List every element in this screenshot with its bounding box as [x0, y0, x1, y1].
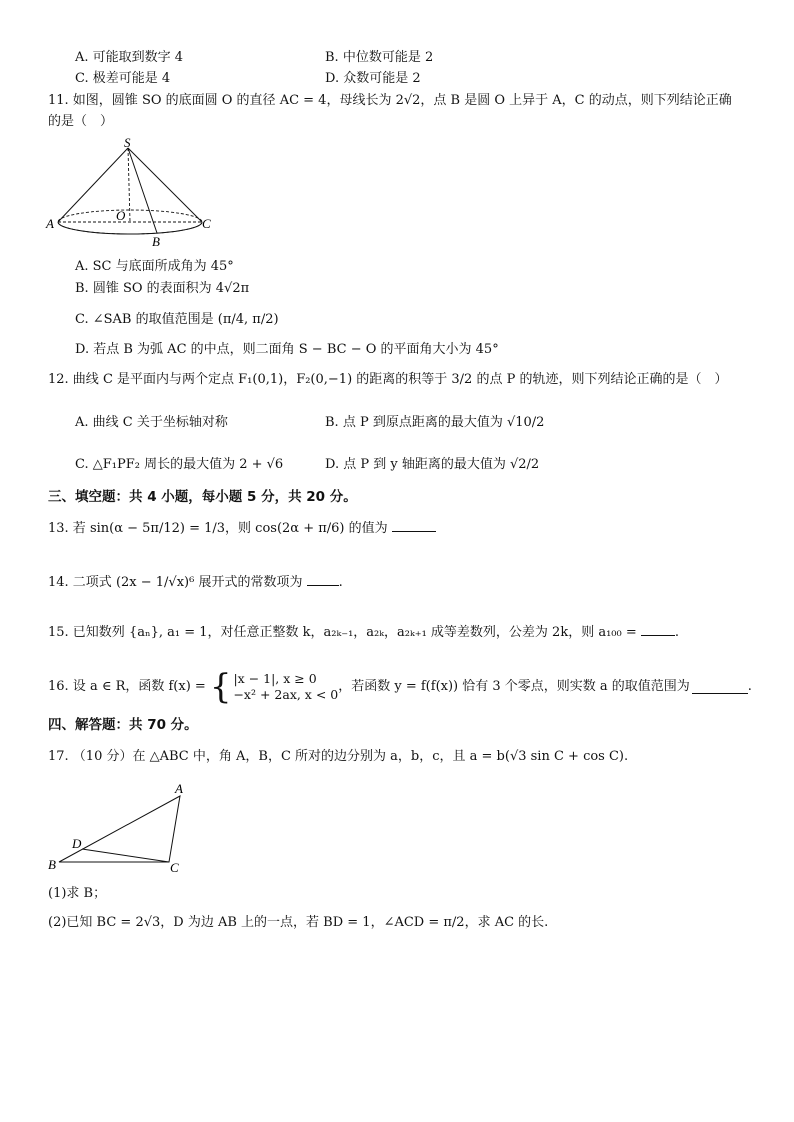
cone-generatrix-sb	[128, 148, 157, 233]
label-b: B	[152, 234, 160, 249]
q12-option-b: B. 点 P 到原点距离的最大值为 √10/2	[325, 415, 545, 430]
label-o: O	[116, 208, 126, 223]
cone-base-front-arc	[58, 222, 202, 234]
cone-height-so	[128, 148, 130, 222]
label-s: S	[124, 136, 131, 150]
q11-stem-line1: 11. 如图，圆锥 SO 的底面圆 O 的直径 AC = 4，母线长为 2√2，点 B 是圆 O 上异于 A，C 的动点，则下列结论正确	[48, 93, 732, 108]
q10-option-d: D. 众数可能是 2	[325, 71, 421, 86]
q14-text: 14. 二项式 (2x − 1/√x)⁶ 展开式的常数项为 .	[48, 575, 343, 590]
q17-triangle-figure	[44, 778, 194, 876]
q16-answer-blank[interactable]	[692, 681, 748, 694]
label-c: C	[202, 216, 211, 231]
q15-stem: 15. 已知数列 {aₙ}, a₁ = 1，对任意正整数 k，a₂ₖ₋₁，a₂ₖ，a₂ₖ₊₁ 成等差数列，公差为 2k，则 a₁₀₀ =	[48, 625, 637, 640]
q13-answer-blank[interactable]	[392, 519, 436, 532]
label-c: C	[170, 860, 179, 875]
label-a: A	[175, 781, 183, 796]
q13-text	[48, 519, 436, 538]
q11-option-a: A. SC 与底面所成角为 45°	[75, 259, 234, 274]
q16-piecewise-brace: {	[209, 667, 232, 707]
q17-stem: 17. （10 分）在 △ABC 中，角 A，B，C 所对的边分别为 a，b，c，且 a = b(√3 sin C + cos C).	[48, 749, 629, 764]
q11-option-b: B. 圆锥 SO 的表面积为 4√2π	[75, 281, 250, 296]
q11-option-c: C. ∠SAB 的取值范围是 (π/4, π/2)	[75, 312, 279, 327]
triangle-abc	[59, 796, 180, 862]
label-b: B	[48, 857, 56, 872]
q16-piecewise-cases	[233, 671, 338, 703]
q14-stem: 14. 二项式 (2x − 1/√x)⁶ 展开式的常数项为	[48, 575, 303, 590]
q13-stem: 13. 若 sin(α − 5π/12) = 1/3，则 cos(2α + π/6) 的值为	[48, 521, 388, 536]
q16-prefix: 16. 设 a ∈ R，函数 f(x) =	[48, 679, 206, 694]
q16-suffix: ，若函数 y = f(f(x)) 恰有 3 个零点，则实数 a 的取值范围为	[338, 679, 690, 694]
section4-title: 四、解答题：共 70 分。	[48, 717, 198, 733]
q12-option-a: A. 曲线 C 关于坐标轴对称	[75, 415, 228, 430]
segment-dc	[82, 849, 169, 862]
q10-option-b: B. 中位数可能是 2	[325, 50, 434, 65]
q10-option-c: C. 极差可能是 4	[75, 71, 171, 86]
q11-cone-figure	[44, 136, 224, 250]
q16-text: 16. 设 a ∈ R，函数 f(x) = { |x − 1|, x ≥ 0 −x² + 2ax, x < 0 ，若函数 y = f(f(x)) 恰有 3 个零点，则实数 a 的取值范围为 .	[48, 667, 752, 707]
q15-text: 15. 已知数列 {aₙ}, a₁ = 1，对任意正整数 k，a₂ₖ₋₁，a₂ₖ，a₂ₖ₊₁ 成等差数列，公差为 2k，则 a₁₀₀ = .	[48, 625, 680, 640]
q11-option-d: D. 若点 B 为弧 AC 的中点，则二面角 S − BC − O 的平面角大小为 45°	[75, 342, 499, 357]
q17-part1: (1)求 B；	[48, 886, 107, 901]
label-a: A	[46, 216, 54, 231]
q10-option-a: A. 可能取到数字 4	[75, 50, 184, 65]
q12-stem: 12. 曲线 C 是平面内与两个定点 F₁(0,1)，F₂(0,−1) 的距离的积等于 3/2 的点 P 的轨迹，则下列结论正确的是（ ）	[48, 372, 728, 387]
q15-answer-blank[interactable]	[641, 623, 675, 636]
q14-answer-blank[interactable]	[307, 573, 339, 586]
q12-option-c: C. △F₁PF₂ 周长的最大值为 2 + √6	[75, 457, 284, 472]
q16-case1: |x − 1|, x ≥ 0	[233, 671, 317, 686]
cone-generatrix-sc	[128, 148, 202, 222]
section3-title: 三、填空题：共 4 小题，每小题 5 分，共 20 分。	[48, 489, 357, 505]
q11-stem-line2: 的是（ ）	[48, 114, 114, 129]
q16-case2: −x² + 2ax, x < 0	[233, 687, 339, 702]
q17-part2: (2)已知 BC = 2√3，D 为边 AB 上的一点，若 BD = 1，∠ACD = π/2，求 AC 的长.	[48, 915, 549, 930]
label-d: D	[72, 836, 82, 851]
q12-option-d: D. 点 P 到 y 轴距离的最大值为 √2/2	[325, 457, 540, 472]
